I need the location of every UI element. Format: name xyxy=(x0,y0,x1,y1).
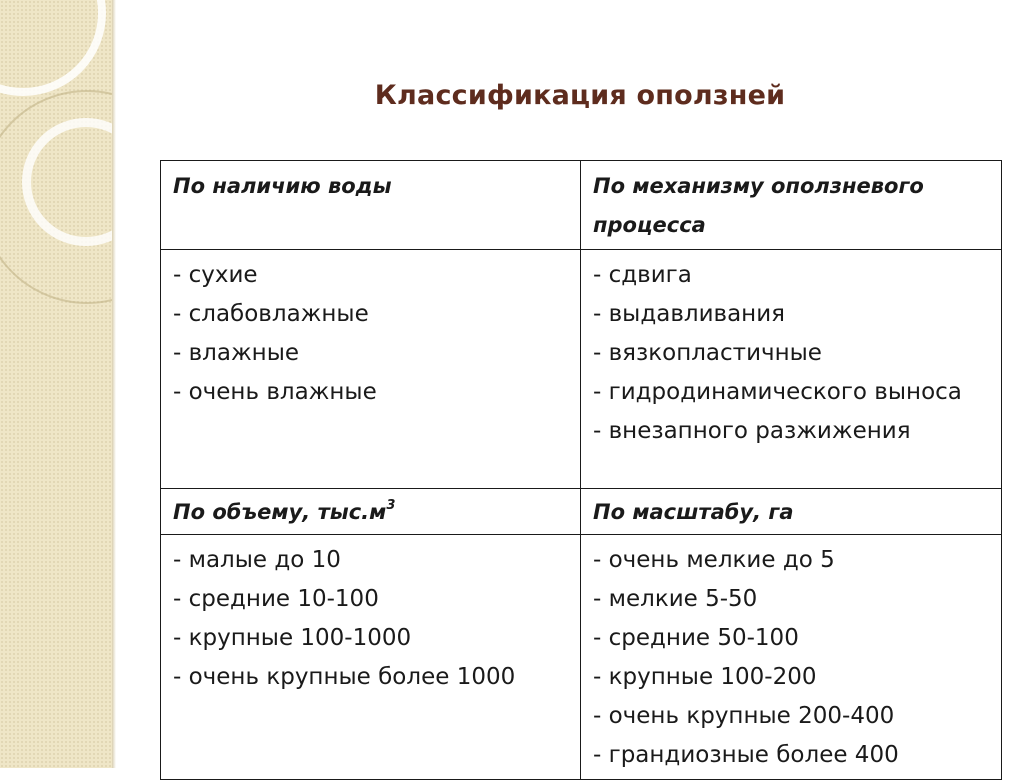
list-item: - сухие xyxy=(173,262,258,288)
scale-list xyxy=(581,535,1002,780)
slide-title: Классификация оползней xyxy=(374,80,786,111)
list-item: - крупные 100-1000 xyxy=(173,625,412,651)
classification-table xyxy=(160,160,1002,780)
list-item: - малые до 10 xyxy=(173,547,341,573)
list-item: - очень крупные более 1000 xyxy=(173,664,516,690)
strip-edge-shadow xyxy=(112,0,116,768)
list-item: - выдавливания xyxy=(593,301,785,327)
list-item: - очень крупные 200-400 xyxy=(593,703,895,729)
list-item: - очень влажные xyxy=(173,379,377,405)
list-item: - средние 50-100 xyxy=(593,625,799,651)
header-scale xyxy=(581,489,1002,535)
list-item: - вязкопластичные xyxy=(593,340,822,366)
header-water-presence xyxy=(161,161,581,250)
superscript: 3 xyxy=(386,498,396,513)
table-row xyxy=(161,535,1002,780)
table-row xyxy=(161,250,1002,489)
header-text: По масштабу, га xyxy=(593,500,794,524)
list-item: - сдвига xyxy=(593,262,692,288)
mechanism-list xyxy=(581,250,1002,489)
list-item: - влажные xyxy=(173,340,300,366)
list-item: - средние 10-100 xyxy=(173,586,379,612)
header-text: По наличию воды xyxy=(173,174,392,198)
header-text: По объему, тыс.м xyxy=(173,500,387,524)
list-item: - грандиозные более 400 xyxy=(593,742,899,768)
water-presence-list xyxy=(161,250,581,489)
list-item: - очень мелкие до 5 xyxy=(593,547,835,573)
list-item: - крупные 100-200 xyxy=(593,664,817,690)
header-volume xyxy=(161,489,581,535)
table-row xyxy=(161,489,1002,535)
decorative-side-strip xyxy=(0,0,112,768)
volume-list xyxy=(161,535,581,780)
table-row xyxy=(161,161,1002,250)
list-item: - гидродинамического выноса xyxy=(593,379,962,405)
list-item: - мелкие 5-50 xyxy=(593,586,758,612)
header-text: По механизму оползневого процесса xyxy=(593,174,924,237)
list-item: - слабовлажные xyxy=(173,301,369,327)
decorative-ring xyxy=(0,0,106,96)
header-mechanism xyxy=(581,161,1002,250)
list-item: - внезапного разжижения xyxy=(593,418,911,444)
